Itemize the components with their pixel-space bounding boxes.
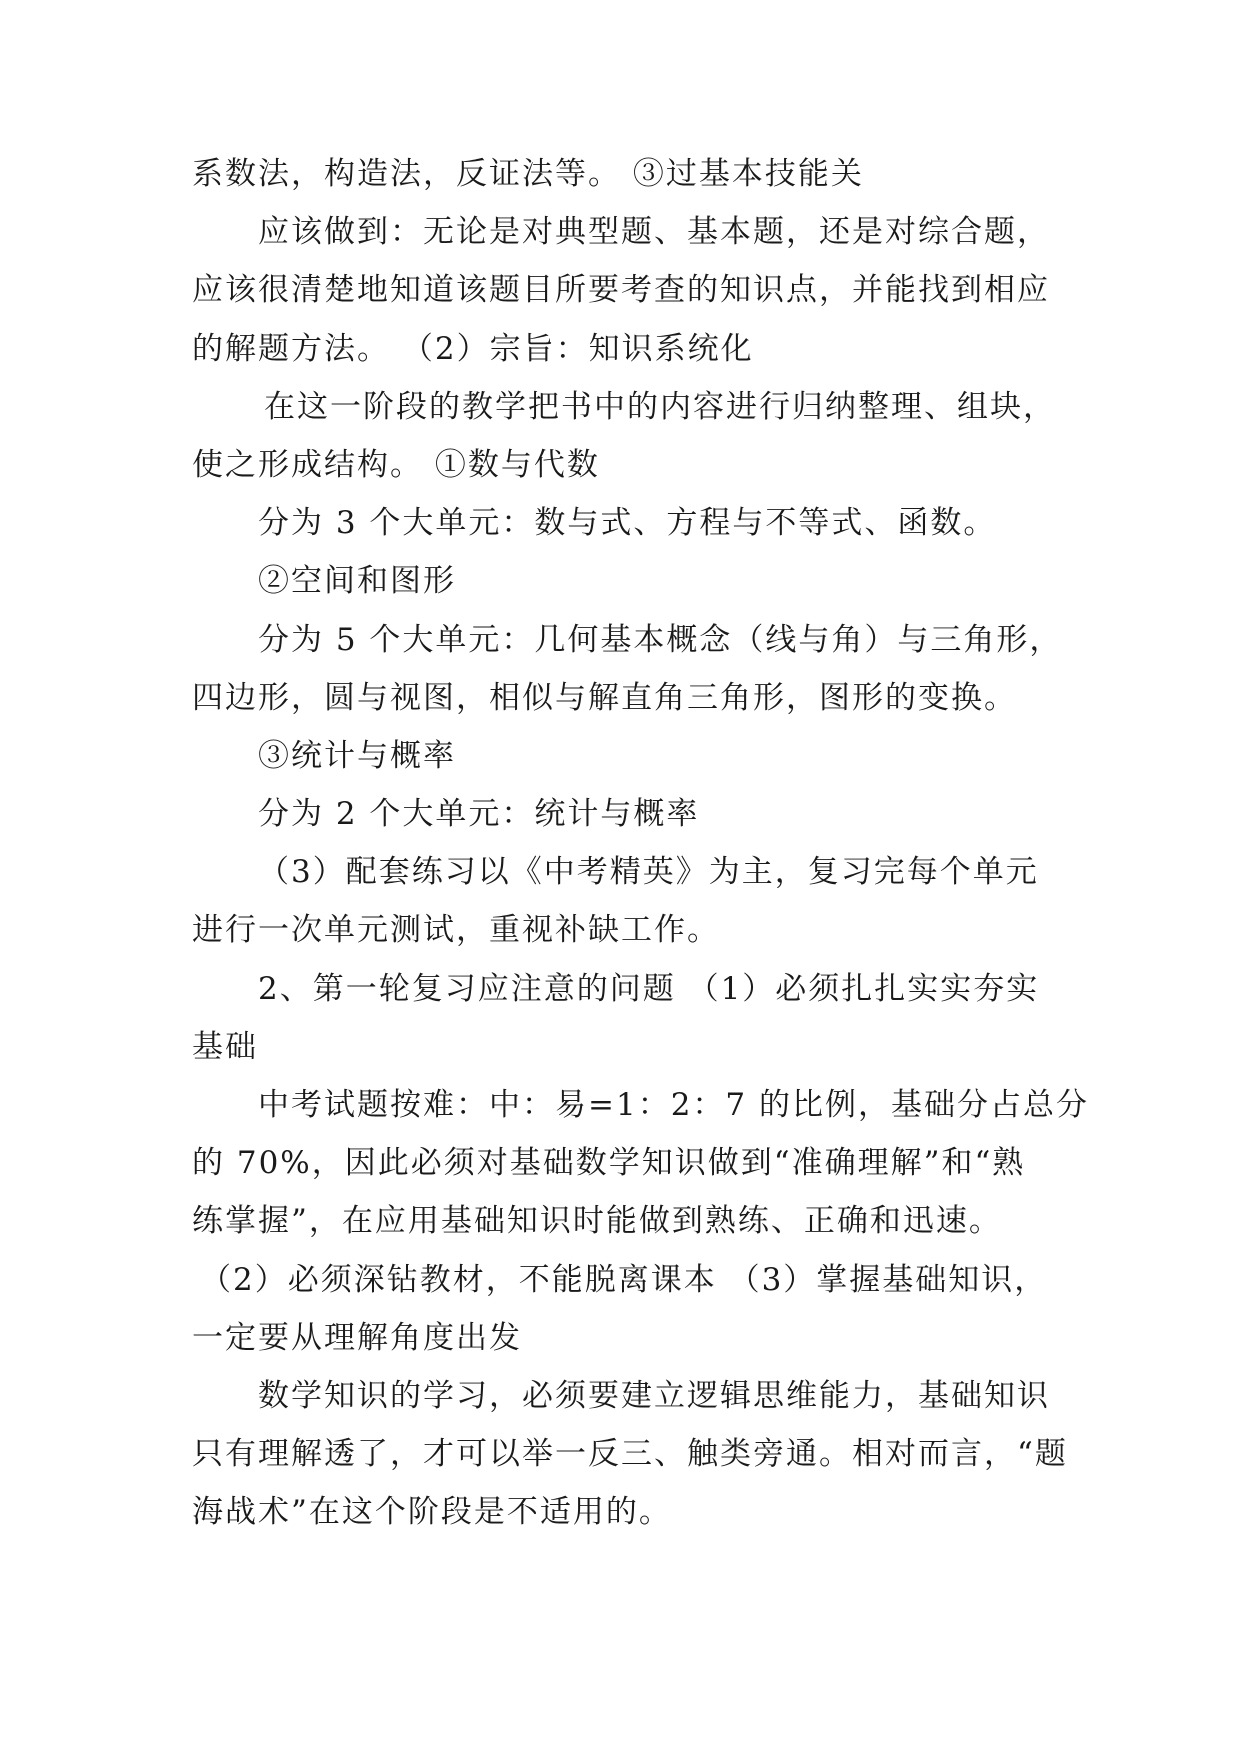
text-line: 的 70%，因此必须对基础数学知识做到“准确理解”和“熟 bbox=[192, 1145, 1026, 1182]
text-line: 应该做到：无论是对典型题、基本题，还是对综合题， bbox=[258, 214, 1050, 251]
text-line: 2、第一轮复习应注意的问题 （1）必须扎扎实实夯实 bbox=[258, 970, 1040, 1007]
text-line: 的解题方法。 （2）宗旨：知识系统化 bbox=[192, 330, 754, 367]
text-line: （2）必须深钻教材，不能脱离课本 （3）掌握基础知识， bbox=[200, 1261, 1048, 1298]
document-body bbox=[192, 145, 1089, 1542]
text-line: 使之形成结构。 ①数与代数 bbox=[192, 446, 600, 483]
text-line: 分为 2 个大单元：统计与概率 bbox=[258, 796, 700, 833]
text-line: 练掌握”，在应用基础知识时能做到熟练、正确和迅速。 bbox=[192, 1203, 1002, 1240]
text-line: 分为 3 个大单元：数与式、方程与不等式、函数。 bbox=[258, 505, 997, 542]
text-line: 基础 bbox=[192, 1028, 258, 1065]
text-line: 海战术”在这个阶段是不适用的。 bbox=[192, 1494, 672, 1531]
text-line: 只有理解透了，才可以举一反三、触类旁通。相对而言，“题 bbox=[192, 1436, 1068, 1473]
text-line: 四边形，圆与视图，相似与解直角三角形，图形的变换。 bbox=[192, 679, 1017, 716]
text-line: 数学知识的学习，必须要建立逻辑思维能力，基础知识 bbox=[258, 1377, 1050, 1414]
text-line: 在这一阶段的教学把书中的内容进行归纳整理、组块， bbox=[264, 388, 1056, 425]
text-line: ③统计与概率 bbox=[258, 737, 456, 774]
text-line: 一定要从理解角度出发 bbox=[192, 1319, 522, 1356]
text-line: 应该很清楚地知道该题目所要考查的知识点，并能找到相应 bbox=[192, 272, 1050, 309]
text-line: 进行一次单元测试，重视补缺工作。 bbox=[192, 912, 720, 949]
text-line: ②空间和图形 bbox=[258, 563, 456, 600]
text-line: 中考试题按难：中：易=1：2：7 的比例，基础分占总分 bbox=[258, 1087, 1089, 1123]
text-line: （3）配套练习以《中考精英》为主，复习完每个单元 bbox=[258, 854, 1039, 891]
text-line: 分为 5 个大单元：几何基本概念（线与角）与三角形， bbox=[258, 621, 1063, 658]
text-line: 系数法，构造法，反证法等。 ③过基本技能关 bbox=[192, 156, 864, 192]
